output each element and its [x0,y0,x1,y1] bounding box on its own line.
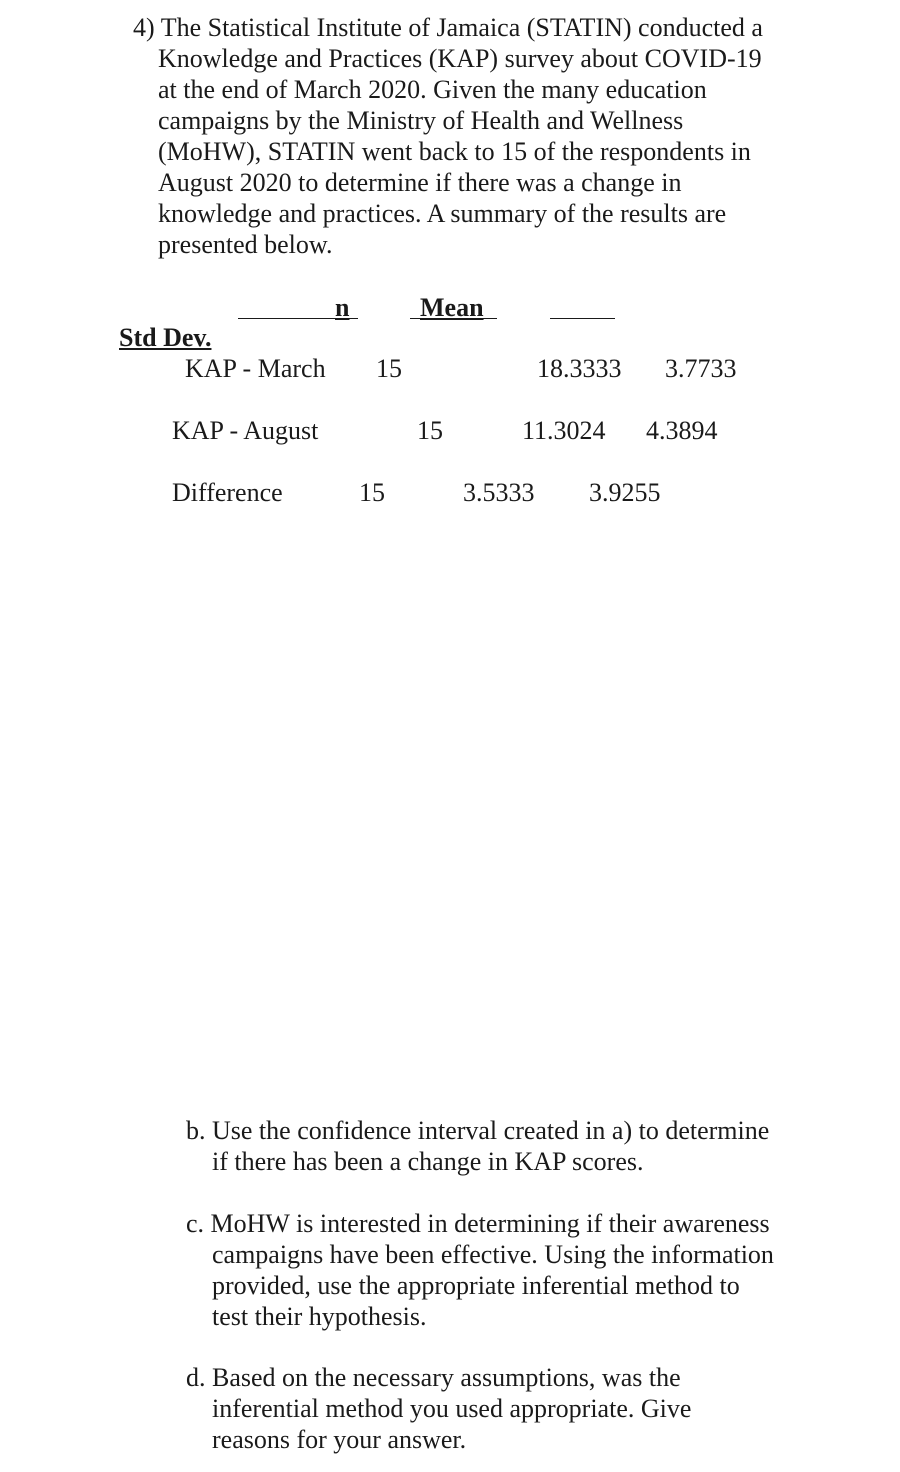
header-std-dev: Std Dev. [119,323,212,352]
subquestion-line: b. Use the confidence interval created in a) to determine [186,1116,770,1145]
row-std: 3.9255 [589,478,661,507]
row-n: 15 [359,478,385,507]
question-line: campaigns by the Ministry of Health and Wellness [158,106,684,135]
subquestion-line: inferential method you used appropriate. Give [212,1394,692,1423]
subquestion-d [186,1362,691,1455]
question-4-text [133,12,763,260]
row-std: 3.7733 [665,354,737,383]
row-mean: 3.5333 [463,478,535,507]
row-mean: 18.3333 [537,354,622,383]
row-label: KAP - March [185,354,326,383]
question-line: 4) The Statistical Institute of Jamaica (STATIN) conducted a [133,13,763,42]
subquestion-line: reasons for your answer. [212,1425,467,1454]
row-mean: 11.3024 [522,416,606,445]
subquestion-b [186,1115,769,1177]
subquestion-line: c. MoHW is interested in determining if their awareness [186,1209,770,1238]
question-line: presented below. [158,230,333,259]
row-label: KAP - August [172,416,319,445]
subquestion-line: d. Based on the necessary assumptions, was the [186,1363,681,1392]
header-rule-blank [550,318,615,319]
row-label: Difference [172,478,283,507]
question-line: Knowledge and Practices (KAP) survey about COVID-19 [158,44,762,73]
row-n: 15 [376,354,402,383]
header-mean: Mean [420,293,484,322]
subquestion-c [186,1208,774,1332]
subquestion-line: test their hypothesis. [212,1302,427,1331]
question-line: at the end of March 2020. Given the many education [158,75,707,104]
subquestion-line: provided, use the appropriate inferential method to [212,1271,740,1300]
row-n: 15 [417,416,443,445]
question-line: August 2020 to determine if there was a change in [158,168,682,197]
question-line: (MoHW), STATIN went back to 15 of the respondents in [158,137,751,166]
subquestion-line: if there has been a change in KAP scores. [212,1147,644,1176]
question-line: knowledge and practices. A summary of the results are [158,199,727,228]
subquestion-line: campaigns have been effective. Using the information [212,1240,774,1269]
row-std: 4.3894 [646,416,718,445]
header-n: n [335,293,350,322]
